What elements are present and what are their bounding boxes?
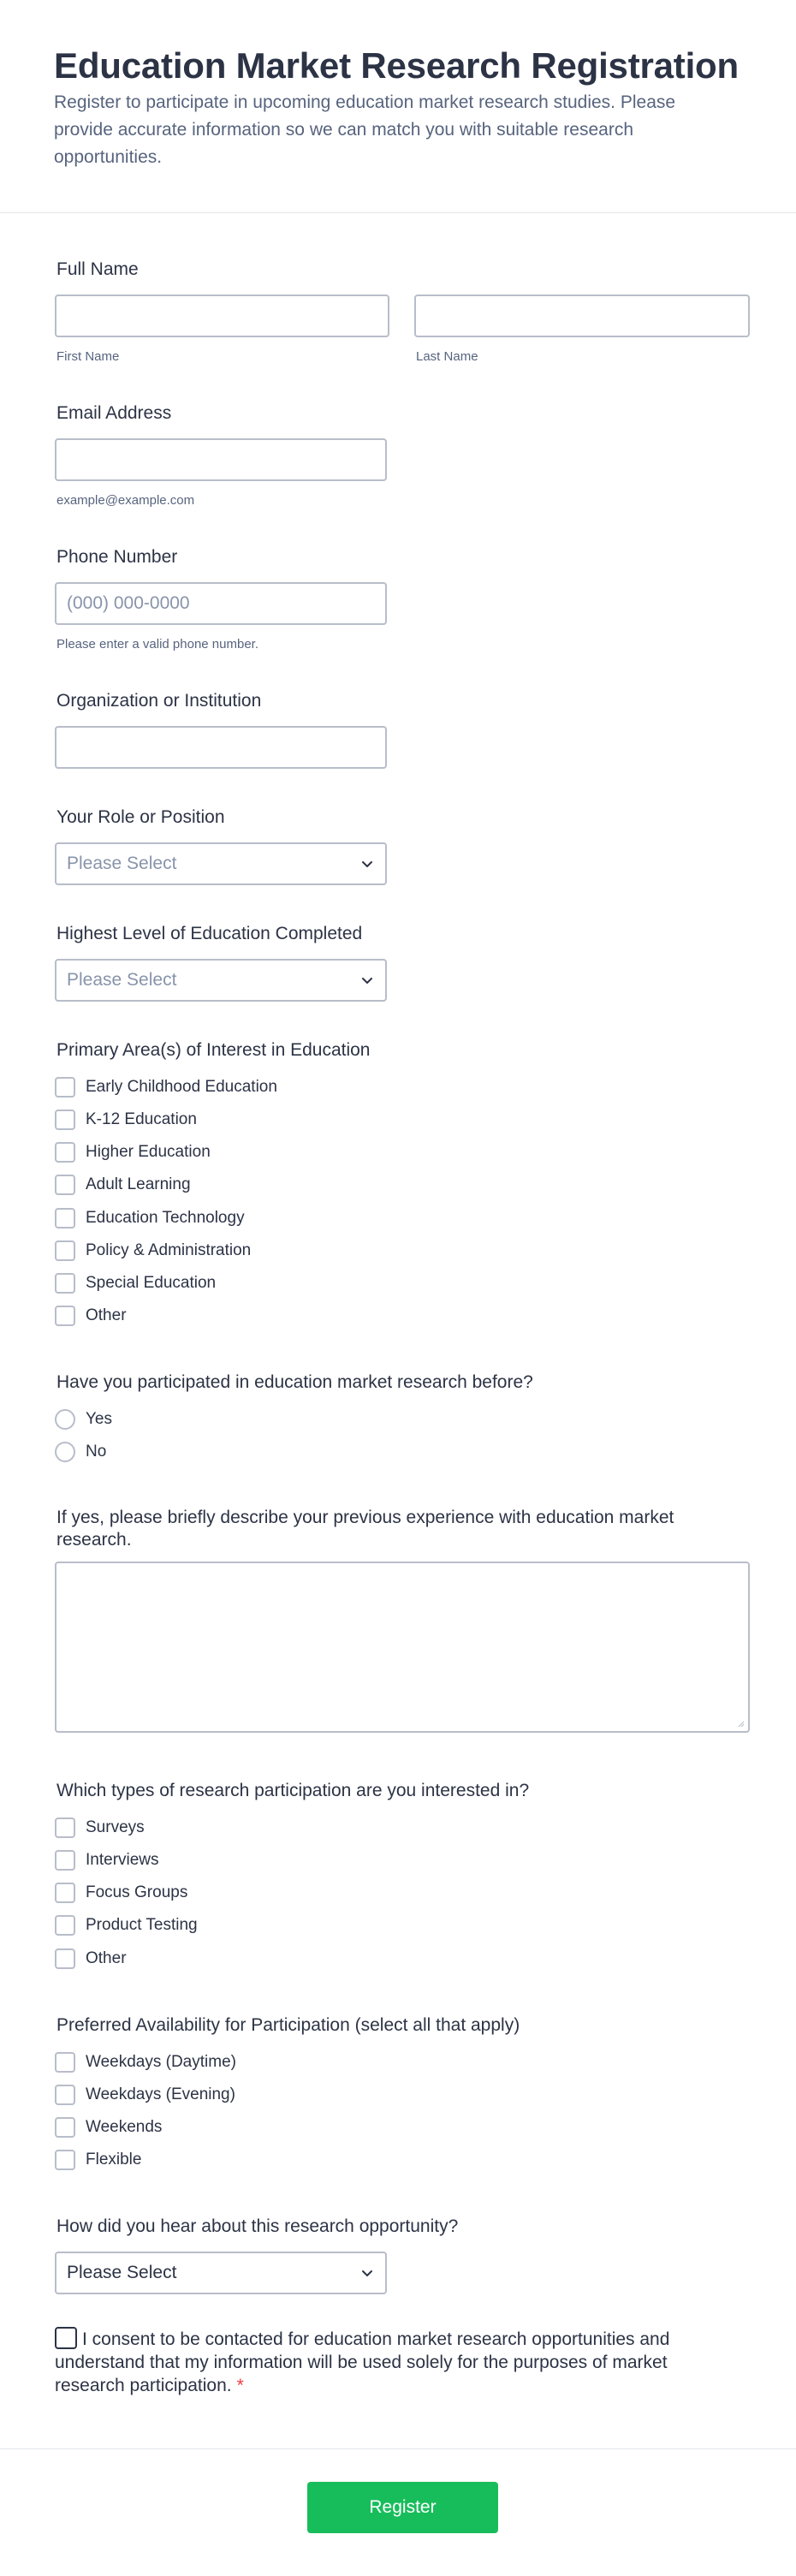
- interest-option-higher-ed[interactable]: Higher Education: [55, 1141, 211, 1163]
- education-level-select[interactable]: [55, 959, 387, 1002]
- checkbox[interactable]: [55, 2150, 75, 2170]
- checkbox[interactable]: [55, 1306, 75, 1326]
- checkbox[interactable]: [55, 1240, 75, 1261]
- referral-label: How did you hear about this research opportunity?: [56, 2216, 459, 2236]
- last-name-input[interactable]: [414, 294, 750, 337]
- checkbox[interactable]: [55, 1817, 75, 1838]
- email-input[interactable]: [55, 438, 387, 481]
- phone-placeholder: (000) 000-0000: [67, 593, 190, 613]
- checkbox[interactable]: [55, 1273, 75, 1294]
- form-footer: [0, 2448, 796, 2576]
- chevron-down-icon: [359, 2265, 375, 2281]
- interest-option-early-childhood[interactable]: Early Childhood Education: [55, 1076, 277, 1098]
- checkbox[interactable]: [55, 2085, 75, 2105]
- checkbox[interactable]: [55, 1915, 75, 1936]
- participation-option-surveys[interactable]: Surveys: [55, 1817, 145, 1839]
- full-name-label: Full Name: [56, 259, 139, 279]
- availability-label: Preferred Availability for Participation (select all that apply): [56, 2015, 520, 2035]
- role-label: Your Role or Position: [56, 807, 225, 827]
- page-subtitle: Register to participate in upcoming education market research studies. Please provide accurate information so we can match you with suitable research opportunities.: [54, 92, 676, 167]
- role-select[interactable]: [55, 842, 387, 885]
- resize-grip-icon[interactable]: [736, 1719, 745, 1728]
- availability-option-flexible[interactable]: Flexible: [55, 2149, 141, 2171]
- radio[interactable]: [55, 1442, 75, 1462]
- checkbox[interactable]: [55, 1077, 75, 1098]
- register-button[interactable]: Register: [307, 2482, 498, 2533]
- required-mark: *: [236, 2376, 244, 2395]
- interest-areas-label: Primary Area(s) of Interest in Education: [56, 1040, 371, 1060]
- organization-input[interactable]: [55, 726, 387, 769]
- checkbox[interactable]: [55, 1883, 75, 1903]
- interest-option-k12[interactable]: K-12 Education: [55, 1109, 197, 1131]
- availability-option-weekday-daytime[interactable]: Weekdays (Daytime): [55, 2051, 236, 2073]
- checkbox[interactable]: [55, 1110, 75, 1130]
- radio[interactable]: [55, 1409, 75, 1430]
- consent-field: [55, 2327, 671, 2397]
- participation-types-label: Which types of research participation are you interested in?: [56, 1781, 530, 1800]
- form-header: [0, 0, 796, 213]
- participated-option-no[interactable]: No: [55, 1441, 106, 1463]
- interest-option-adult-learning[interactable]: Adult Learning: [55, 1174, 191, 1196]
- participated-before-label: Have you participated in education market research before?: [56, 1372, 533, 1392]
- referral-select[interactable]: [55, 2252, 387, 2294]
- checkbox[interactable]: [55, 2117, 75, 2138]
- phone-label: Phone Number: [56, 547, 178, 567]
- consent-checkbox[interactable]: [55, 2327, 77, 2349]
- checkbox[interactable]: [55, 1850, 75, 1871]
- availability-option-weekends[interactable]: Weekends: [55, 2116, 162, 2139]
- participated-option-yes[interactable]: Yes: [55, 1408, 112, 1431]
- checkbox[interactable]: [55, 2052, 75, 2073]
- interest-option-special-ed[interactable]: Special Education: [55, 1272, 216, 1294]
- email-sublabel: example@example.com: [56, 493, 195, 508]
- participation-option-other[interactable]: Other: [55, 1948, 127, 1970]
- interest-option-edtech[interactable]: Education Technology: [55, 1207, 245, 1229]
- chevron-down-icon: [359, 973, 375, 988]
- previous-experience-textarea[interactable]: [55, 1562, 750, 1733]
- education-level-label: Highest Level of Education Completed: [56, 924, 363, 943]
- availability-option-weekday-evening[interactable]: Weekdays (Evening): [55, 2084, 235, 2106]
- checkbox[interactable]: [55, 1948, 75, 1969]
- last-name-sublabel: Last Name: [416, 349, 478, 364]
- first-name-sublabel: First Name: [56, 349, 120, 364]
- page-title: Education Market Research Registration: [54, 45, 739, 86]
- role-select-value: Please Select: [67, 854, 177, 873]
- checkbox[interactable]: [55, 1142, 75, 1163]
- interest-option-other[interactable]: Other: [55, 1305, 127, 1327]
- interest-option-policy[interactable]: Policy & Administration: [55, 1240, 251, 1262]
- consent-text: I consent to be contacted for education market research opportunities and understand that my information will be used solely for the purposes of market research participation.: [55, 2329, 670, 2395]
- previous-experience-label: If yes, please briefly describe your previous experience with education market research.: [56, 1508, 674, 1550]
- checkbox[interactable]: [55, 1175, 75, 1195]
- phone-input[interactable]: [55, 582, 387, 625]
- chevron-down-icon: [359, 856, 375, 872]
- participation-option-interviews[interactable]: Interviews: [55, 1849, 159, 1871]
- phone-sublabel: Please enter a valid phone number.: [56, 637, 258, 651]
- education-level-select-value: Please Select: [67, 970, 177, 990]
- participation-option-product-testing[interactable]: Product Testing: [55, 1914, 198, 1936]
- referral-select-value: Please Select: [67, 2263, 177, 2282]
- first-name-input[interactable]: [55, 294, 389, 337]
- organization-label: Organization or Institution: [56, 691, 262, 711]
- checkbox[interactable]: [55, 1208, 75, 1229]
- participation-option-focus-groups[interactable]: Focus Groups: [55, 1882, 187, 1904]
- email-label: Email Address: [56, 403, 172, 423]
